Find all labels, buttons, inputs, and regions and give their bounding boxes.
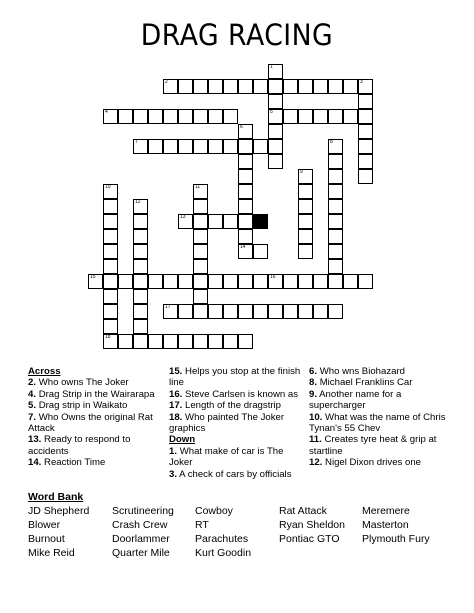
grid-cell[interactable] — [238, 334, 253, 349]
clue-down-8: 8. Michael Franklins Car — [309, 377, 413, 389]
word-bank-row — [28, 547, 468, 561]
grid-cell[interactable] — [358, 124, 373, 139]
grid-cell[interactable] — [328, 229, 343, 244]
grid-cell[interactable] — [178, 139, 193, 154]
grid-cell[interactable] — [103, 109, 118, 124]
word-bank-item: Plymouth Fury — [362, 533, 430, 545]
word-bank-item: Cowboy — [195, 505, 233, 517]
grid-cell[interactable] — [133, 199, 148, 214]
clue-number: 9 — [300, 169, 303, 175]
grid-cell[interactable] — [133, 334, 148, 349]
word-bank-item: Blower — [28, 519, 61, 531]
grid-cell[interactable] — [133, 229, 148, 244]
grid-cell[interactable] — [103, 229, 118, 244]
grid-cell[interactable] — [133, 319, 148, 334]
grid-cell[interactable] — [283, 274, 298, 289]
grid-cell[interactable] — [238, 199, 253, 214]
grid-cell[interactable] — [133, 304, 148, 319]
grid-cell[interactable] — [283, 79, 298, 94]
grid-cell[interactable] — [298, 79, 313, 94]
clue-across-5: 5. Drag strip in Waikato — [28, 400, 128, 412]
grid-cell[interactable] — [103, 199, 118, 214]
grid-cell[interactable] — [358, 154, 373, 169]
grid-cell[interactable] — [328, 244, 343, 259]
grid-cell[interactable] — [298, 109, 313, 124]
grid-cell[interactable] — [223, 109, 238, 124]
grid-cell[interactable] — [238, 244, 253, 259]
word-bank-item: Meremere — [362, 505, 410, 517]
grid-cell[interactable] — [208, 139, 223, 154]
grid-cell[interactable] — [328, 184, 343, 199]
grid-cell[interactable] — [283, 304, 298, 319]
grid-cell[interactable] — [133, 214, 148, 229]
clue-number: 7 — [135, 139, 138, 145]
clue-across-16: 16. Steve Carlsen is known as — [169, 388, 299, 400]
word-bank-item: RT — [195, 519, 209, 531]
grid-cell[interactable] — [313, 274, 328, 289]
grid-cell[interactable] — [313, 79, 328, 94]
grid-cell[interactable] — [238, 139, 253, 154]
grid-cell[interactable] — [103, 319, 118, 334]
grid-cell[interactable] — [118, 334, 133, 349]
clue-number: 12 — [135, 199, 141, 205]
word-bank-item: JD Shepherd — [28, 505, 90, 517]
grid-cell[interactable] — [253, 274, 268, 289]
word-bank-item: Doorlammer — [112, 533, 170, 545]
clue-number: 4 — [105, 109, 108, 115]
word-bank-item: Burnout — [28, 533, 65, 545]
grid-cell[interactable] — [133, 289, 148, 304]
grid-cell[interactable] — [283, 109, 298, 124]
grid-cell[interactable] — [328, 214, 343, 229]
grid-cell[interactable] — [103, 244, 118, 259]
grid-cell[interactable] — [193, 184, 208, 199]
grid-cell[interactable] — [268, 109, 283, 124]
grid-cell[interactable] — [268, 64, 283, 79]
grid-cell[interactable] — [253, 139, 268, 154]
clue-number: 16 — [270, 274, 276, 280]
clue-across-7: 7. Who Owns the original Rat Attack — [28, 411, 153, 435]
word-bank-heading: Word Bank — [28, 491, 84, 503]
grid-cell[interactable] — [193, 289, 208, 304]
grid-cell[interactable] — [238, 214, 253, 229]
grid-cell[interactable] — [208, 109, 223, 124]
grid-cell[interactable] — [208, 334, 223, 349]
clue-number: 17 — [165, 304, 171, 310]
grid-cell[interactable] — [223, 334, 238, 349]
grid-cell[interactable] — [178, 334, 193, 349]
word-bank-item: Pontiac GTO — [279, 533, 340, 545]
grid-cell[interactable] — [298, 229, 313, 244]
clue-number: 3 — [360, 79, 363, 85]
grid-cell[interactable] — [298, 274, 313, 289]
grid-cell[interactable] — [193, 139, 208, 154]
grid-cell[interactable] — [268, 154, 283, 169]
grid-cell[interactable] — [358, 109, 373, 124]
clue-across-13: 13. Ready to respond to accidents — [28, 434, 131, 457]
grid-cell[interactable] — [193, 199, 208, 214]
clue-number: 8 — [330, 139, 333, 145]
grid-cell[interactable] — [253, 304, 268, 319]
word-bank — [28, 505, 468, 561]
word-bank-item: Rat Attack — [279, 505, 327, 517]
grid-cell[interactable] — [178, 109, 193, 124]
clue-number: 6 — [240, 124, 243, 130]
grid-cell[interactable] — [328, 154, 343, 169]
grid-cell[interactable] — [178, 79, 193, 94]
grid-cell[interactable] — [343, 79, 358, 94]
grid-cell[interactable] — [238, 274, 253, 289]
clue-down-9: 9. Another name for a supercharger — [309, 388, 402, 412]
grid-cell[interactable] — [268, 274, 283, 289]
grid-cell[interactable] — [253, 244, 268, 259]
grid-cell[interactable] — [268, 79, 283, 94]
word-bank-item: Crash Crew — [112, 519, 168, 531]
grid-cell[interactable] — [238, 304, 253, 319]
grid-cell[interactable] — [238, 184, 253, 199]
puzzle-title: DRAG RACING — [140, 18, 334, 52]
word-bank-row — [28, 505, 468, 519]
grid-cell[interactable] — [193, 334, 208, 349]
across-heading: Across — [28, 366, 61, 377]
grid-cell[interactable] — [208, 79, 223, 94]
grid-cell[interactable] — [238, 154, 253, 169]
clue-down-6: 6. Who wns Biohazard — [309, 366, 406, 377]
grid-cell[interactable] — [268, 94, 283, 109]
grid-cell[interactable] — [268, 124, 283, 139]
grid-cell[interactable] — [193, 214, 208, 229]
grid-cell[interactable] — [163, 79, 178, 94]
clue-across-17: 17. Length of the dragstrip — [169, 400, 282, 412]
grid-cell[interactable] — [238, 229, 253, 244]
grid-cell[interactable] — [148, 274, 163, 289]
grid-cell[interactable] — [223, 274, 238, 289]
clues-column-2 — [169, 366, 304, 480]
clue-across-15: 15. Helps you stop at the finish line — [169, 366, 301, 389]
word-bank-item: Masterton — [362, 519, 409, 531]
grid-cell[interactable] — [328, 79, 343, 94]
grid-cell[interactable] — [103, 184, 118, 199]
grid-cell[interactable] — [118, 109, 133, 124]
grid-cell[interactable] — [178, 304, 193, 319]
grid-cell[interactable] — [103, 289, 118, 304]
grid-cell[interactable] — [223, 304, 238, 319]
grid-cell[interactable] — [313, 109, 328, 124]
grid-cell[interactable] — [163, 139, 178, 154]
grid-cell[interactable] — [133, 259, 148, 274]
grid-cell[interactable] — [358, 79, 373, 94]
grid-cell[interactable] — [148, 109, 163, 124]
grid-cell[interactable] — [103, 304, 118, 319]
word-bank-item: Scrutineering — [112, 505, 174, 517]
clue-down-1: 1. What make of car is The Joker — [169, 445, 284, 469]
clues-column-3 — [309, 366, 459, 469]
grid-cell[interactable] — [238, 79, 253, 94]
clue-down-12: 12. Nigel Dixon drives one — [309, 457, 421, 469]
grid-cell[interactable] — [223, 79, 238, 94]
grid-cell[interactable] — [223, 139, 238, 154]
grid-cell[interactable] — [133, 244, 148, 259]
grid-cell[interactable] — [88, 274, 103, 289]
grid-cell[interactable] — [178, 214, 193, 229]
grid-cell[interactable] — [163, 334, 178, 349]
grid-cell[interactable] — [193, 304, 208, 319]
grid-cell[interactable] — [193, 79, 208, 94]
grid-cell[interactable] — [343, 109, 358, 124]
grid-cell[interactable] — [208, 274, 223, 289]
word-bank-item: Mike Reid — [28, 547, 75, 559]
grid-cell[interactable] — [328, 199, 343, 214]
grid-cell[interactable] — [193, 109, 208, 124]
clue-number: 1 — [270, 64, 273, 70]
clue-number: 10 — [105, 184, 111, 190]
word-bank-item: Kurt Goodin — [195, 547, 252, 559]
grid-cell[interactable] — [328, 139, 343, 154]
grid-cell[interactable] — [298, 244, 313, 259]
grid-cell[interactable] — [118, 274, 133, 289]
clue-down-11: 11. Creates tyre heat & grip at startline — [309, 434, 437, 457]
clue-across-4: 4. Drag Strip in the Wairarapa — [28, 388, 155, 400]
word-bank-item: Quarter Mile — [112, 547, 170, 559]
grid-cell[interactable] — [238, 169, 253, 184]
clue-number: 18 — [105, 334, 111, 340]
grid-cell[interactable] — [268, 139, 283, 154]
word-bank-item: Ryan Sheldon — [279, 519, 345, 531]
grid-cell[interactable] — [313, 304, 328, 319]
clue-number: 14 — [240, 244, 246, 250]
grid-cell[interactable] — [148, 139, 163, 154]
grid-cell[interactable] — [208, 304, 223, 319]
grid-cell[interactable] — [163, 304, 178, 319]
grid-cell[interactable] — [133, 274, 148, 289]
grid-cell[interactable] — [133, 109, 148, 124]
clue-down-3: 3. A check of cars by officials — [169, 468, 292, 480]
grid-cell[interactable] — [298, 184, 313, 199]
grid-cell[interactable] — [358, 169, 373, 184]
grid-cell[interactable] — [268, 304, 283, 319]
grid-cell[interactable] — [253, 79, 268, 94]
clue-number: 13 — [180, 214, 186, 220]
grid-cell[interactable] — [358, 274, 373, 289]
grid-cell[interactable] — [328, 169, 343, 184]
down-heading: Down — [169, 434, 196, 446]
word-bank-item: Parachutes — [195, 533, 249, 545]
clue-across-18: 18. Who painted The Joker graphics — [169, 411, 285, 435]
clues-column-1 — [28, 366, 168, 469]
grid-cell[interactable] — [133, 139, 148, 154]
grid-cell[interactable] — [358, 94, 373, 109]
grid-cell[interactable] — [298, 169, 313, 184]
grid-cell[interactable] — [193, 244, 208, 259]
grid-cell[interactable] — [298, 214, 313, 229]
grid-cell[interactable] — [103, 334, 118, 349]
grid-cell[interactable] — [193, 229, 208, 244]
grid-cell[interactable] — [163, 109, 178, 124]
clue-number: 15 — [90, 274, 96, 280]
grid-cell[interactable] — [343, 274, 358, 289]
clue-number: 2 — [165, 79, 168, 85]
word-bank-row — [28, 533, 468, 547]
grid-cell[interactable] — [163, 274, 178, 289]
grid-cell[interactable] — [223, 214, 238, 229]
grid-cell[interactable] — [193, 259, 208, 274]
grid-cell[interactable] — [103, 259, 118, 274]
grid-cell[interactable] — [103, 274, 118, 289]
clue-down-10: 10. What was the name of Chris Tynan's 55 Chev — [309, 411, 446, 435]
grid-cell[interactable] — [328, 259, 343, 274]
black-cell — [253, 214, 268, 229]
clue-number: 5 — [270, 109, 273, 115]
grid-cell[interactable] — [328, 274, 343, 289]
grid-cell[interactable] — [208, 214, 223, 229]
grid-cell[interactable] — [358, 139, 373, 154]
clue-number: 11 — [195, 184, 201, 190]
grid-cell[interactable] — [238, 124, 253, 139]
grid-cell[interactable] — [328, 304, 343, 319]
grid-cell[interactable] — [178, 274, 193, 289]
grid-cell[interactable] — [298, 199, 313, 214]
grid-cell[interactable] — [148, 334, 163, 349]
grid-cell[interactable] — [193, 274, 208, 289]
grid-cell[interactable] — [103, 214, 118, 229]
grid-cell[interactable] — [298, 304, 313, 319]
grid-cell[interactable] — [328, 109, 343, 124]
clue-across-14: 14. Reaction Time — [28, 457, 106, 469]
word-bank-row — [28, 519, 468, 533]
clue-across-2: 2. Who owns The Joker — [28, 377, 129, 389]
